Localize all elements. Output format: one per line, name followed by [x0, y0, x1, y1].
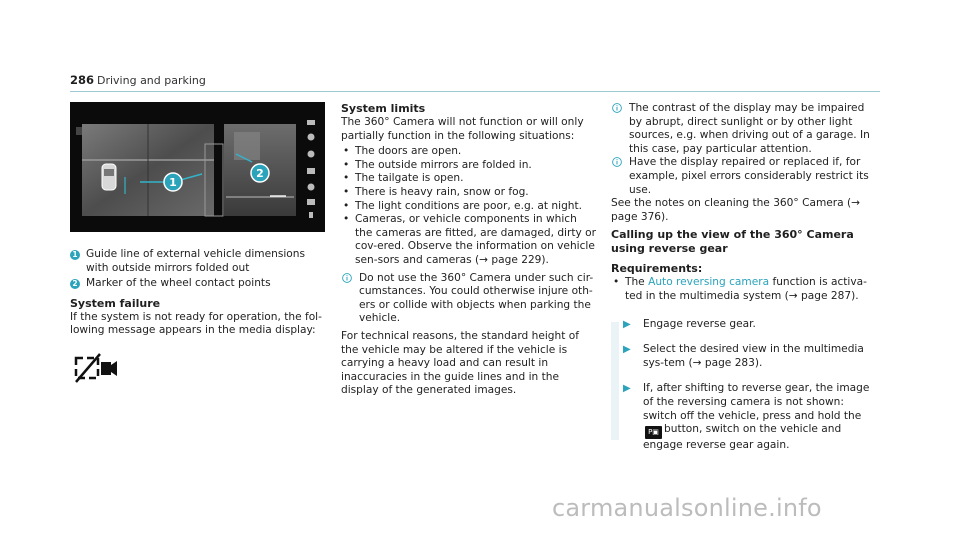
- requirements-heading: Requirements:: [611, 262, 703, 276]
- info-icon: [612, 102, 622, 114]
- legend-item-2: [70, 277, 325, 291]
- callout-1: 1: [169, 176, 177, 189]
- info-icon: [612, 156, 622, 168]
- list-item: • The light conditions are poor, e.g. at night.: [343, 199, 583, 212]
- system-limits-intro: The 360° Camera will not function or will only partially function in the following situations:: [341, 116, 584, 142]
- calling-up-heading: Calling up the view of the 360° Camera using reverse gear: [611, 228, 854, 256]
- list-item: • Cameras, or vehicle components in which the cameras are fitted, are damaged, dirty or cov-ered. Observe the information on vehicle sen-sors and cameras (→ page 229).: [343, 213, 596, 266]
- camera-view-figure: [70, 102, 325, 232]
- camera-view-illustration: [70, 102, 325, 232]
- system-failure-text: If the system is not ready for operation, the fol-lowing message appears in the media display:: [70, 310, 322, 337]
- system-limits-heading: System limits: [341, 102, 426, 115]
- legend-text-2: Marker of the wheel contact points: [86, 277, 271, 290]
- requirement-item: • The Auto reversing camera function is activa-ted in the multimedia system (→ page 287).: [613, 276, 867, 302]
- step-2: ▶ Select the desired view in the multimedia sys-tem (→ page 283).: [623, 343, 864, 369]
- note-block: [611, 156, 871, 197]
- section-title: Driving and parking: [97, 74, 206, 87]
- auto-reversing-camera-link[interactable]: Auto reversing camera: [648, 276, 770, 289]
- legend-number-1: 1: [70, 250, 80, 260]
- callout-2: 2: [256, 167, 264, 180]
- camera-not-available-icon: [70, 352, 325, 389]
- legend-text-1: Guide line of external vehicle dimensions with outside mirrors folded out: [86, 248, 305, 274]
- page-number: 286: [70, 73, 95, 87]
- list-item: • The tailgate is open.: [343, 172, 464, 185]
- cleaning-reference: See the notes on cleaning the 360° Camera (→ page 376).: [611, 197, 861, 223]
- step-1: ▶ Engage reverse gear.: [623, 317, 756, 330]
- note-text: Do not use the 360° Camera under such cir-cumstances. You could otherwise injure oth-ers or collide with objects when parking the vehicle.: [359, 271, 594, 325]
- legend-item-1: [70, 248, 325, 275]
- legend-number-2: 2: [70, 279, 80, 289]
- list-item: • The doors are open.: [343, 145, 462, 158]
- step-arrow-icon: ▶: [623, 383, 631, 395]
- info-icon: [342, 272, 352, 284]
- system-failure-heading: System failure: [70, 296, 161, 310]
- column-2: [341, 102, 596, 398]
- note-text: Have the display repaired or replaced if, for example, pixel errors considerably restrict its use.: [629, 156, 869, 196]
- list-item: • There is heavy rain, snow or fog.: [343, 185, 529, 198]
- watermark: carmanualsonline.info: [552, 494, 822, 522]
- page-header: [70, 72, 880, 92]
- note-text: The contrast of the display may be impaired by abrupt, direct sunlight or by other light sources, e.g. when driving out of a garage. In this case, pay particular attention.: [629, 102, 870, 155]
- technical-reasons-paragraph: For technical reasons, the standard height of the vehicle may be altered if the vehicle is carrying a heavy load and can result in inaccuracies in the guide lines and in the display of the generated images.: [341, 329, 579, 397]
- parking-camera-button-icon: P▣: [645, 426, 662, 439]
- step-3: ▶ If, after shifting to reverse gear, the image of the reversing camera is not shown: switch off the vehicle, press and hold theP▣ button, switch on the vehicle and engage reverse gear again.: [623, 382, 870, 452]
- note-block: [611, 102, 871, 156]
- column-1: [70, 102, 325, 389]
- step-arrow-icon: ▶: [623, 318, 631, 330]
- step-arrow-icon: ▶: [623, 344, 631, 356]
- column-3: [611, 102, 871, 453]
- note-block: [341, 272, 596, 326]
- list-item: • The outside mirrors are folded in.: [343, 158, 532, 171]
